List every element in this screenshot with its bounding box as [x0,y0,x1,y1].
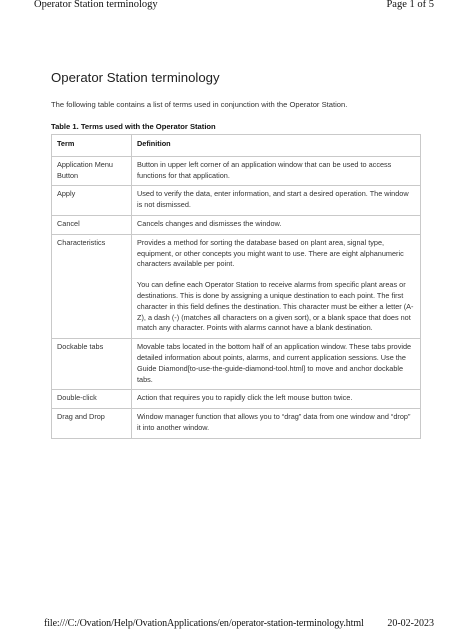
definition-cell [132,409,421,439]
term-cell: Cancel [52,215,132,234]
definition-text: Action that requires you to rapidly click the left mouse button twice. [137,393,353,403]
table-row [52,186,421,216]
term-cell: Dockable tabs [52,339,132,390]
table-row [52,156,421,186]
term-cell: Apply [52,186,132,216]
definition-cell [132,215,421,234]
term-cell: Drag and Drop [52,409,132,439]
footer-file-path: file:///C:/Ovation/Help/OvationApplications/en/operator-station-terminology.html [44,618,364,629]
table-row [52,215,421,234]
table-row [52,390,421,409]
definition-text: You can define each Operator Station to receive alarms from specific plant areas or destinations. This is done by assigning a unique destination to each point. The first character in this field defines the destination. This character must be either a letter (A-Z), a dash (-) (matches all characters on a given sort), or a blank space that does not match any character. Points with alarms cannot have a blank destination. [137,280,414,333]
footer-date: 20-02-2023 [387,618,434,629]
term-cell: Application Menu Button [52,156,132,186]
intro-paragraph: The following table contains a list of terms used in conjunction with the Operator Station. [51,100,348,109]
definition-text: Cancels changes and dismisses the window. [137,218,282,228]
table-row [52,339,421,390]
definition-text: Window manager function that allows you to “drag” data from one window and “drop” it into another window. [137,412,411,432]
terms-table [51,134,421,439]
definition-text: Button in upper left corner of an application window that can be used to access functions for that application. [137,159,392,180]
definition-text: Provides a method for sorting the database based on plant area, signal type, equipment, or other concepts you might want to use. There are eight alphanumeric characters available per point. [137,237,404,269]
table-header-row [52,135,421,157]
table-row [52,409,421,439]
definition-cell [132,234,421,338]
definition-cell [132,339,421,390]
definition-text: Movable tabs located in the bottom half of an application window. These tabs provide detailed information about points, alarms, and current application sessions. Use the Guide Diamond[to-use-the-guide-diamond-tool.html] to move and anchor dockable tabs. [137,342,412,384]
header-doc-title: Operator Station terminology [34,0,158,10]
page-title: Operator Station terminology [51,70,220,85]
header-page-number: Page 1 of 5 [386,0,434,10]
table-caption: Table 1. Terms used with the Operator Station [51,122,216,131]
definition-cell [132,390,421,409]
definition-cell [132,156,421,186]
term-cell: Double-click [52,390,132,409]
print-footer [0,618,474,632]
column-header-term: Term [52,135,132,157]
table-row [52,234,421,338]
term-cell: Characteristics [52,234,132,338]
print-header [0,0,474,12]
definition-cell [132,186,421,216]
column-header-definition: Definition [132,135,421,157]
definition-text: Used to verify the data, enter information, and start a desired operation. The window is not dismissed. [137,189,409,210]
